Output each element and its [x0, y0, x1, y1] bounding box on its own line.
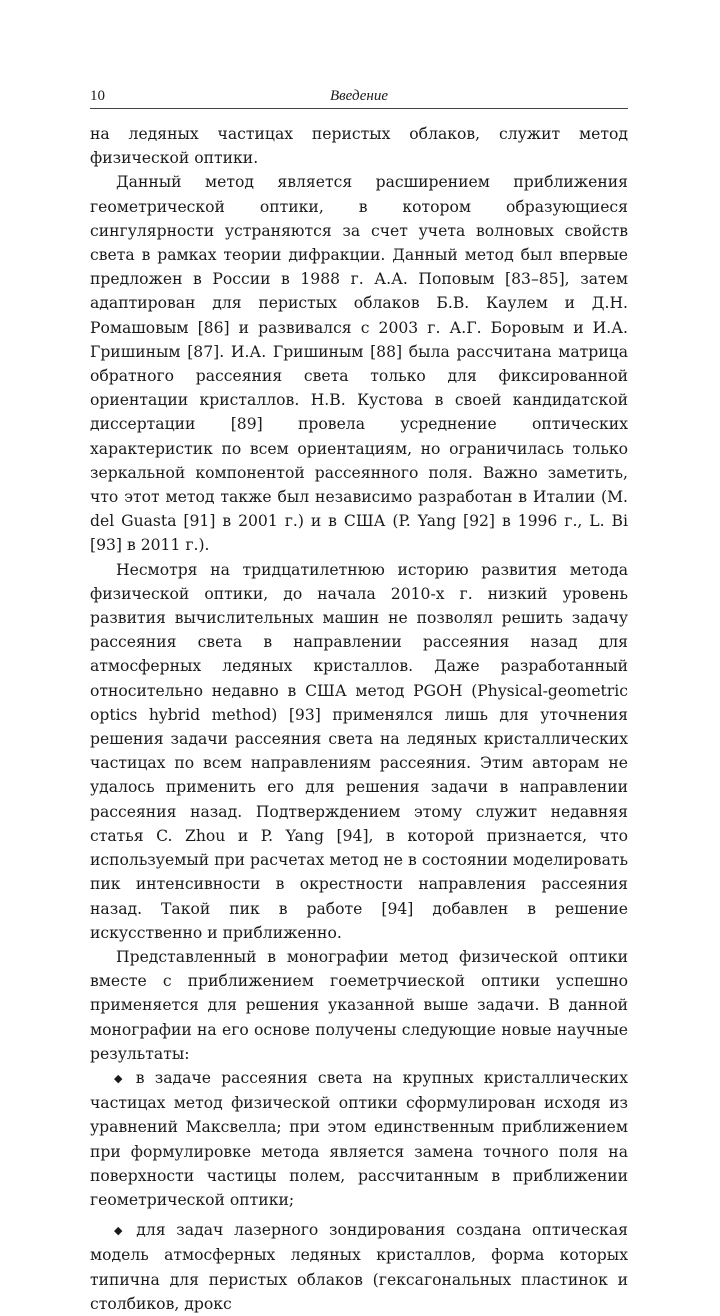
bullet-text-2: для задач лазерного зондирования создана оптическая модель атмосферных ледяных кристаллов, форма которых типична для перистых облаков (гексагональных пластинок и столбиков, дрокс [90, 1221, 628, 1313]
bullet-text-1: в задаче рассеяния света на крупных кристаллических частицах метод физической оптики сформулирован исходя из уравнений Максвелла; при этом единственным приближением при формулировке метода является замена точного поля на поверхности частицы полем, рассчитанным в приближении геометрической оптики; [90, 1068, 628, 1209]
paragraph-monograph-results: Представленный в монографии метод физической оптики вместе с приближением гоеметрчиеской оптики успешно применяется для решения указанной выше задачи. В данной монографии на его основе получены следующие новые научные результаты: [90, 947, 628, 1063]
running-title: Введение [330, 88, 388, 104]
body-text [90, 122, 628, 1316]
diamond-bullet-icon: ◆ [114, 1071, 128, 1085]
paragraph-limitations: Несмотря на тридцатилетнюю историю развития метода физической оптики, до начала 2010-х г. низкий уровень развития вычислительных машин не позволял решить задачу рассеяния света в направлении рассеяния назад для атмосферных ледяных кристаллов. Даже разработанный относительно недавно в США метод PGOH (Physical-geometric optics hybrid method) [93] применялся лишь для уточнения решения задачи рассеяния света на ледяных кристаллических частицах по всем направлениям рассеяния. Этим авторам не удалось применить его для решения задачи в направлении рассеяния назад. Подтверждением этому служит недавняя статья C. Zhou и P. Yang [94], в которой признается, что используемый при расчетах метод не в состоянии моделировать пик интенсивности в окрестности направления рассеяния назад. Такой пик в работе [94] добавлен в решение искусственно и приближенно. [90, 560, 628, 942]
bullet-item-1 [90, 1066, 628, 1212]
page-number: 10 [90, 88, 105, 104]
diamond-bullet-icon: ◆ [114, 1224, 129, 1238]
paragraph-continuation: на ледяных частицах перистых облаков, служит метод физической оптики. [90, 125, 628, 168]
bullet-item-2 [90, 1218, 628, 1316]
paragraph-method-history: Данный метод является расширением приближения геометрической оптики, в котором образующиеся сингулярности устраняются за счет учета волновых свойств света в рамках теории дифракции. Данный метод был впервые предложен в России в 1988 г. А.А. Поповым [83–85], затем адаптирован для перистых облаков Б.В. Каулем и Д.Н. Ромашовым [86] и развивался с 2003 г. А.Г. Боровым и И.А. Гришиным [87]. И.А. Гришиным [88] была рассчитана матрица обратного рассеяния света только для фиксированной ориентации кристаллов. Н.В. Кустова в своей кандидатской диссертации [89] провела усреднение оптических характеристик по всем ориентациям, но ограничилась только зеркальной компонентой рассеянного поля. Важно заметить, что этот метод также был независимо разработан в Италии (M. del Guasta [91] в 2001 г.) и в США (P. Yang [92] в 1996 г., L. Bi [93] в 2011 г.). [90, 173, 628, 555]
page-header [90, 88, 628, 109]
